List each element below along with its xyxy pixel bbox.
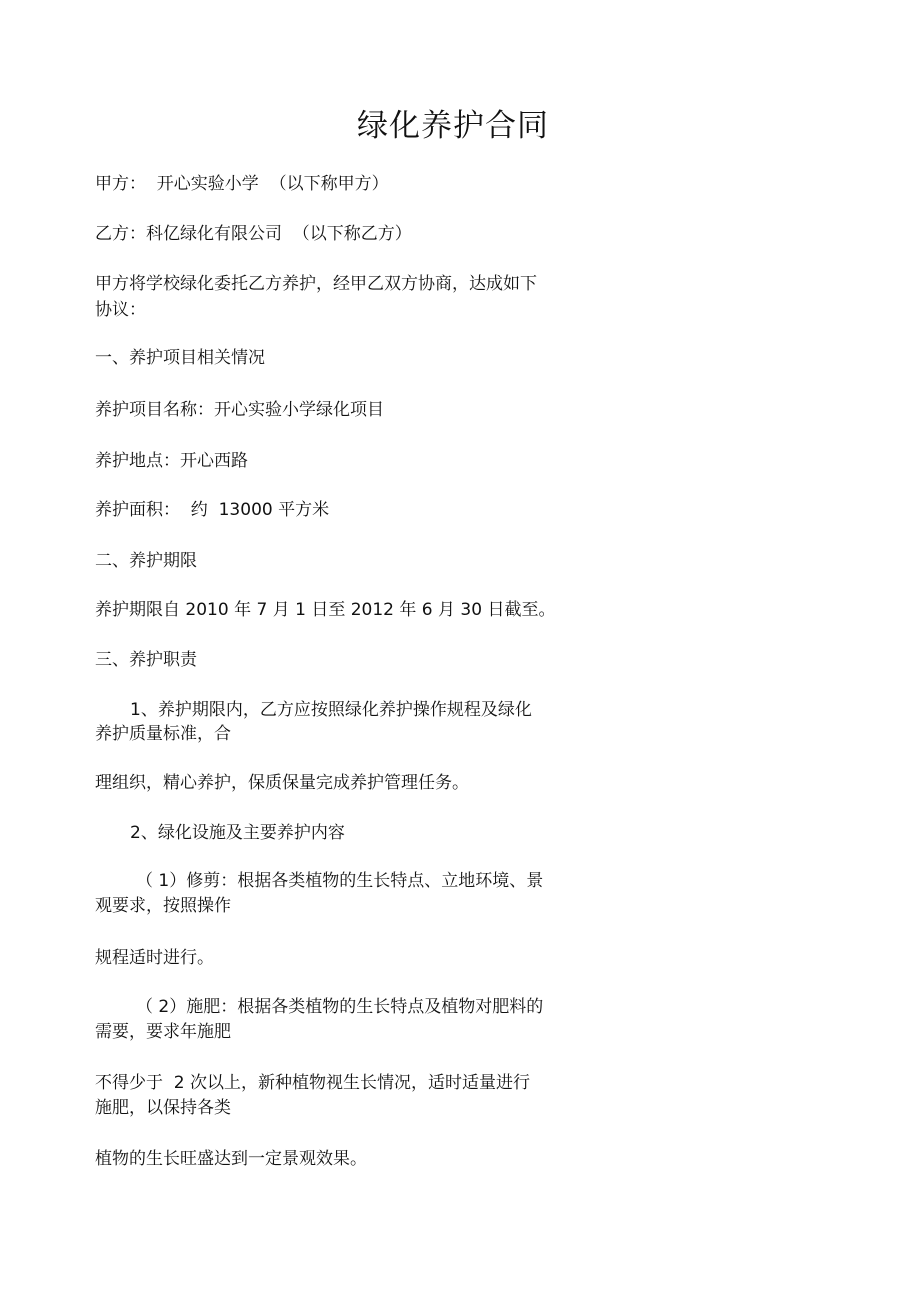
location-line: 养护地点：开心西路: [95, 451, 248, 471]
section-2-heading: 二、养护期限: [95, 551, 197, 571]
intro-line-2: 协议：: [95, 300, 146, 320]
fertilizing-line-3: 不得少于 2 次以上，新种植物视生长情况，适时适量进行: [95, 1073, 531, 1093]
fertilizing-line-5: 植物的生长旺盛达到一定景观效果。: [95, 1149, 367, 1169]
section-1-heading: 一、养护项目相关情况: [95, 348, 265, 368]
pruning-line-2: 观要求，按照操作: [95, 896, 231, 916]
duty-1-line-3: 理组织，精心养护，保质保量完成养护管理任务。: [95, 773, 469, 793]
section-3-heading: 三、养护职责: [95, 650, 197, 670]
duty-2-line: 2、绿化设施及主要养护内容: [130, 823, 345, 843]
pruning-line-3: 规程适时进行。: [95, 948, 214, 968]
fertilizing-line-4: 施肥，以保持各类: [95, 1098, 231, 1118]
duty-1-line-1: 1、养护期限内，乙方应按照绿化养护操作规程及绿化: [130, 700, 532, 720]
fertilizing-line-2: 需要，要求年施肥: [95, 1022, 231, 1042]
area-line: 养护面积： 约 13000 平方米: [95, 500, 330, 520]
intro-line-1: 甲方将学校绿化委托乙方养护，经甲乙双方协商，达成如下: [95, 274, 537, 294]
pruning-line-1: （ 1）修剪：根据各类植物的生长特点、立地环境、景: [136, 871, 544, 891]
fertilizing-line-1: （ 2）施肥：根据各类植物的生长特点及植物对肥料的: [136, 997, 544, 1017]
duty-1-line-2: 养护质量标准，合: [95, 724, 231, 744]
period-line: 养护期限自 2010 年 7 月 1 日至 2012 年 6 月 30 日截至。: [95, 600, 556, 620]
party-b-line: 乙方：科亿绿化有限公司 （以下称乙方）: [95, 224, 412, 244]
project-name-line: 养护项目名称：开心实验小学绿化项目: [95, 400, 384, 420]
contract-title: 绿化养护合同: [357, 108, 549, 144]
party-a-line: 甲方： 开心实验小学 （以下称甲方）: [95, 174, 389, 194]
